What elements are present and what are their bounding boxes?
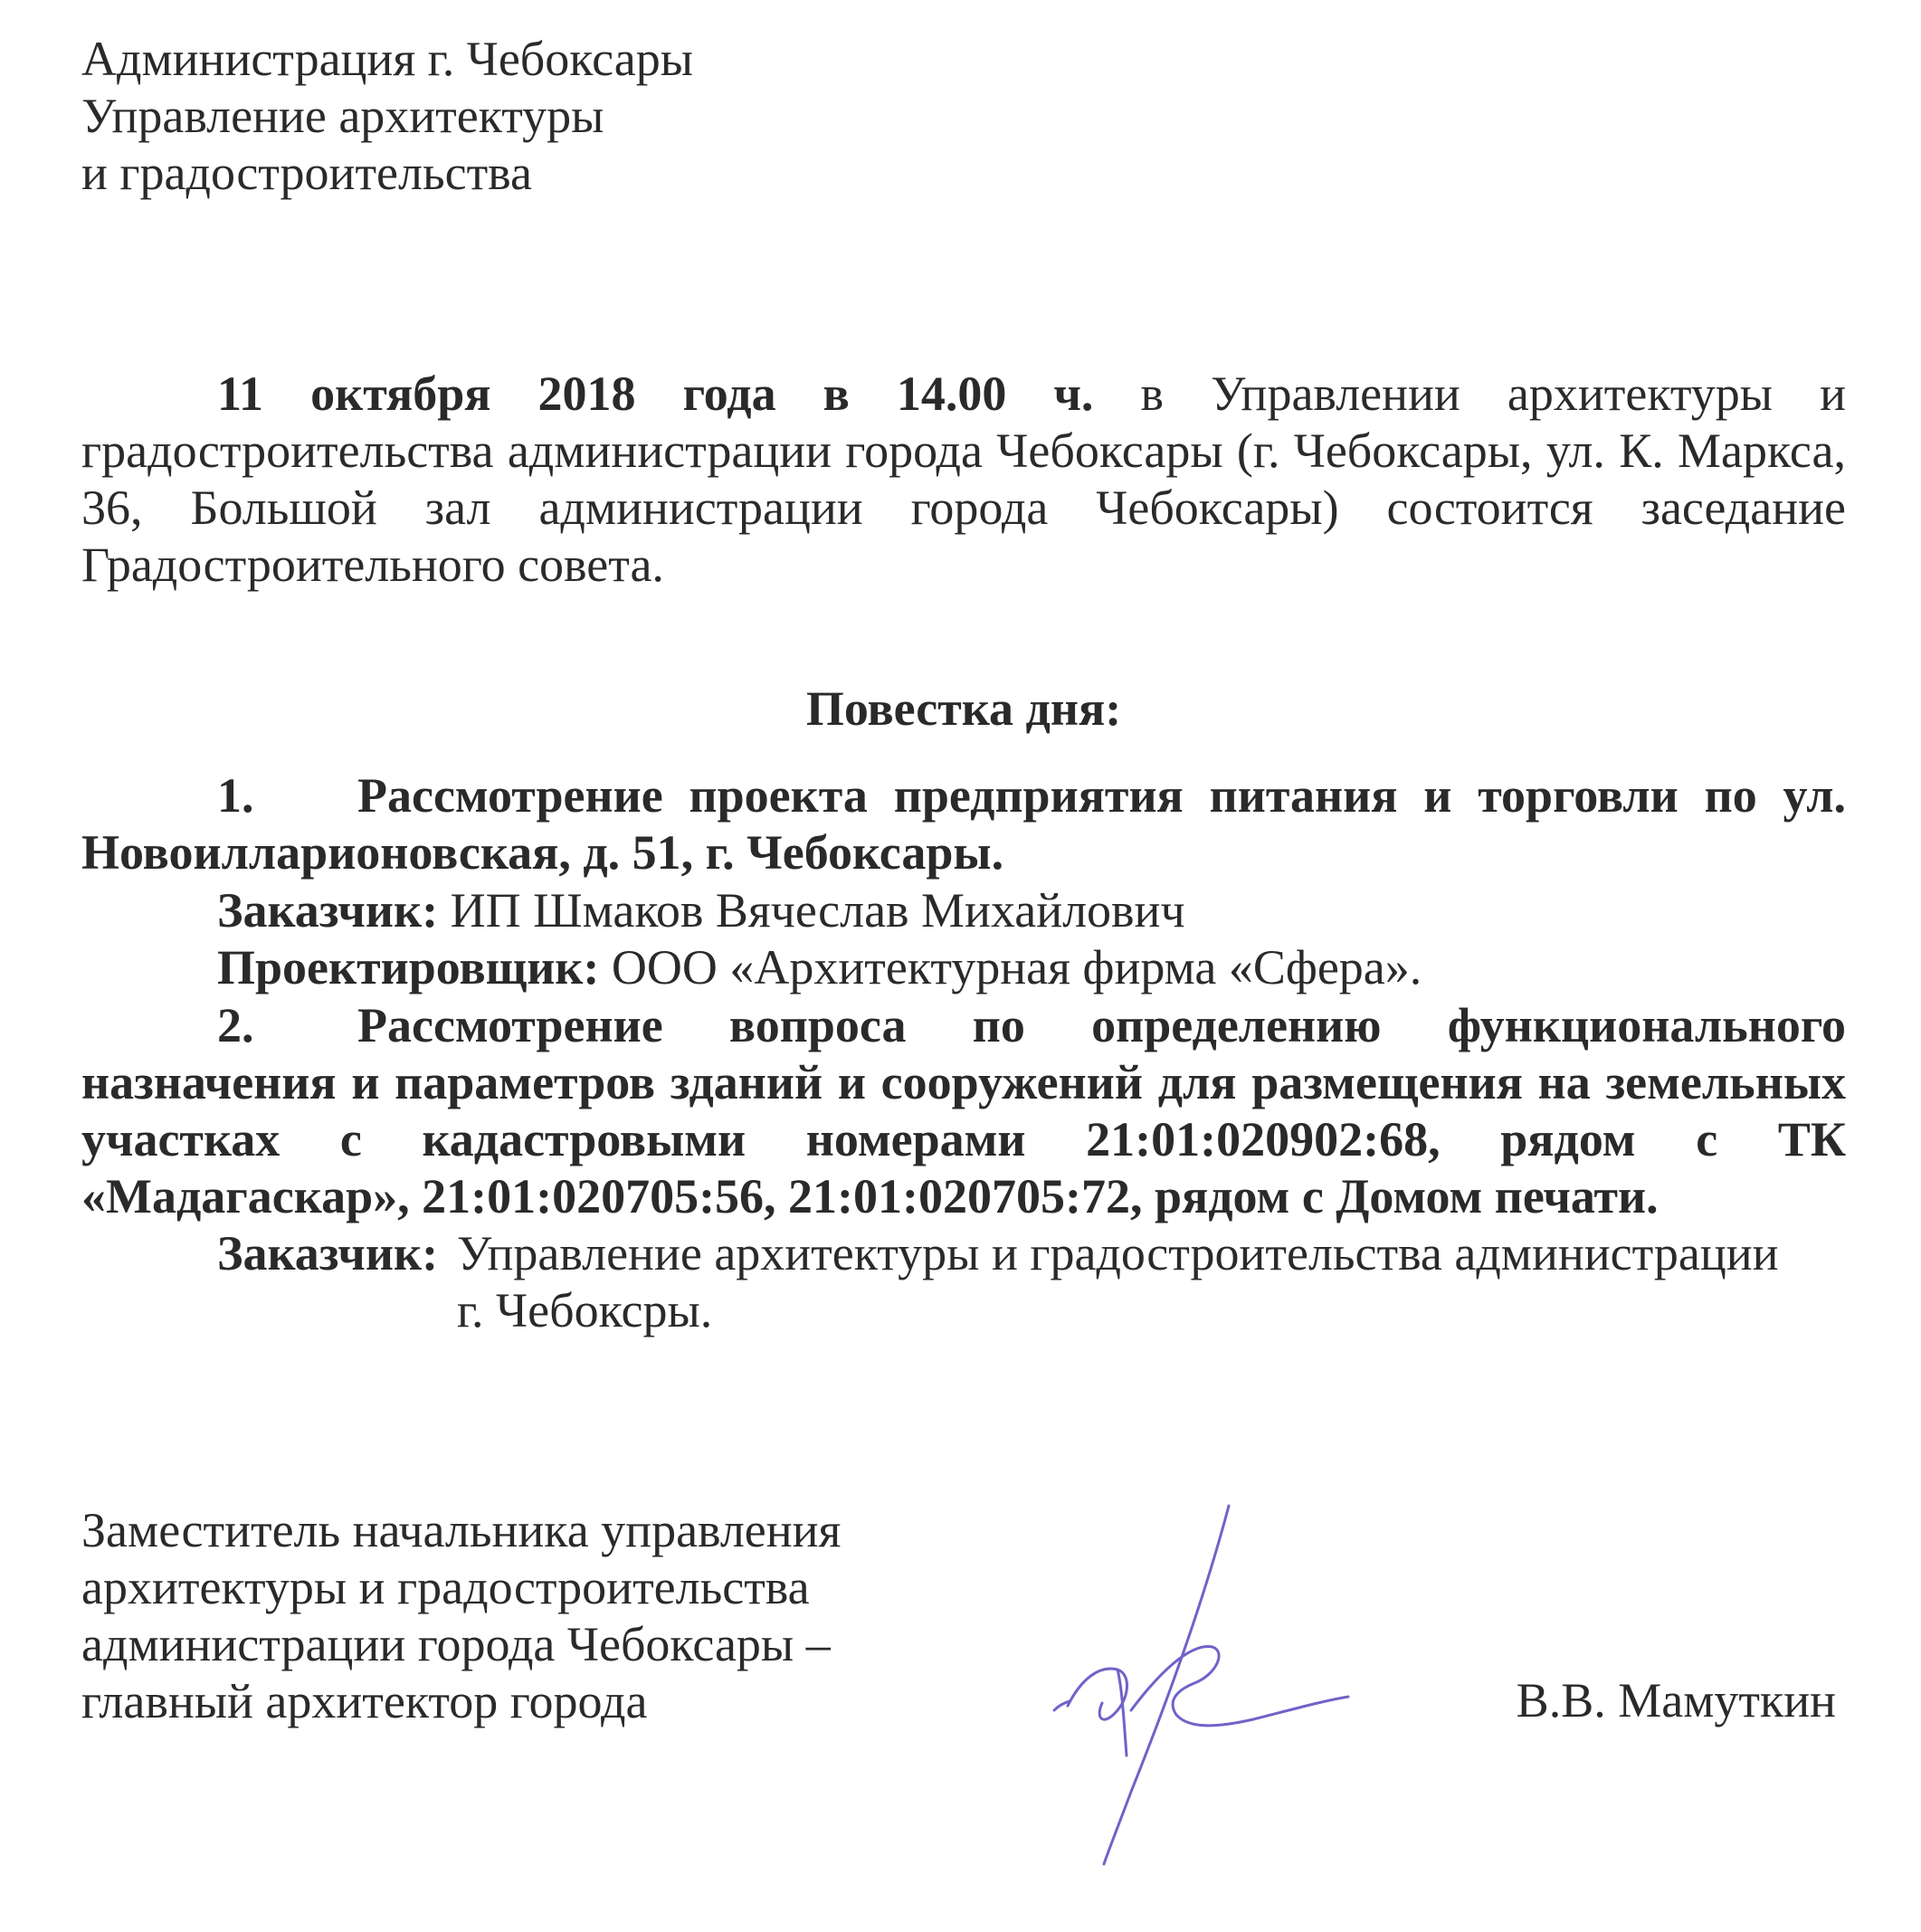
agenda-item-1-text: Рассмотрение проекта предприятия питания и торговли по ул. Новоилларионовская, д. 51, г. Чебоксары. <box>81 768 1846 880</box>
signer-title-line-2: архитектуры и градостроительства <box>81 1560 810 1614</box>
designer-value: ООО «Архитектурная фирма «Сфера». <box>599 940 1422 995</box>
letterhead-line-1: Администрация г. Чебоксары <box>81 32 694 86</box>
signer-title-line-3: администрации города Чебоксары – <box>81 1617 831 1671</box>
agenda-item-1-customer <box>81 882 1921 939</box>
signer-title-line-4: главный архитектор города <box>81 1674 648 1728</box>
signer-name: В.В. Мамуткин <box>1516 1673 1836 1727</box>
agenda-item-1-number: 1. <box>217 768 254 823</box>
agenda-title: Повестка дня: <box>805 681 1122 736</box>
letterhead-line-3: и градостроительства <box>81 146 532 200</box>
customer-value: ИП Шмаков Вячеслав Михайлович <box>438 883 1185 937</box>
meeting-date-time: 11 октября 2018 года в 14.00 ч. <box>217 366 1094 421</box>
meeting-details: в Управлении архитектуры и градостроительства администрации города Чебоксары (г. Чебоксары, ул. К. Маркса, 36, Большой зал администрации города Чебоксары) состоится заседание Градостроительного совета. <box>81 366 1846 592</box>
customer-label: Заказчик: <box>217 1226 439 1280</box>
handwritten-signature <box>1032 1493 1357 1873</box>
meeting-announcement <box>81 366 1846 594</box>
signer-title <box>81 1502 986 1730</box>
customer-label: Заказчик: <box>217 883 439 937</box>
agenda-item-2-number: 2. <box>217 998 254 1052</box>
agenda-item-2 <box>81 997 1846 1225</box>
designer-label: Проектировщик: <box>217 940 600 995</box>
agenda-item-1 <box>81 767 1846 881</box>
letterhead-line-2: Управление архитектуры <box>81 89 604 143</box>
agenda-item-2-text: Рассмотрение вопроса по определению функционального назначения и параметров зданий и сооружений для размещения на земельных участках с кадастровыми номерами 21:01:020902:68, рядом с ТК «Мадагаскар», 21:01:020705:56, 21:01:020705:72, рядом с Домом печати. <box>81 998 1846 1223</box>
agenda-item-2-customer <box>217 1225 1846 1339</box>
agenda-item-1-designer <box>81 939 1921 996</box>
signer-title-line-1: Заместитель начальника управления <box>81 1503 842 1557</box>
letterhead <box>81 31 896 202</box>
customer-value-line-1: Управление архитектуры и градостроительства администрации <box>457 1226 1779 1280</box>
customer-value-line-2: г. Чебоксры. <box>457 1283 713 1337</box>
